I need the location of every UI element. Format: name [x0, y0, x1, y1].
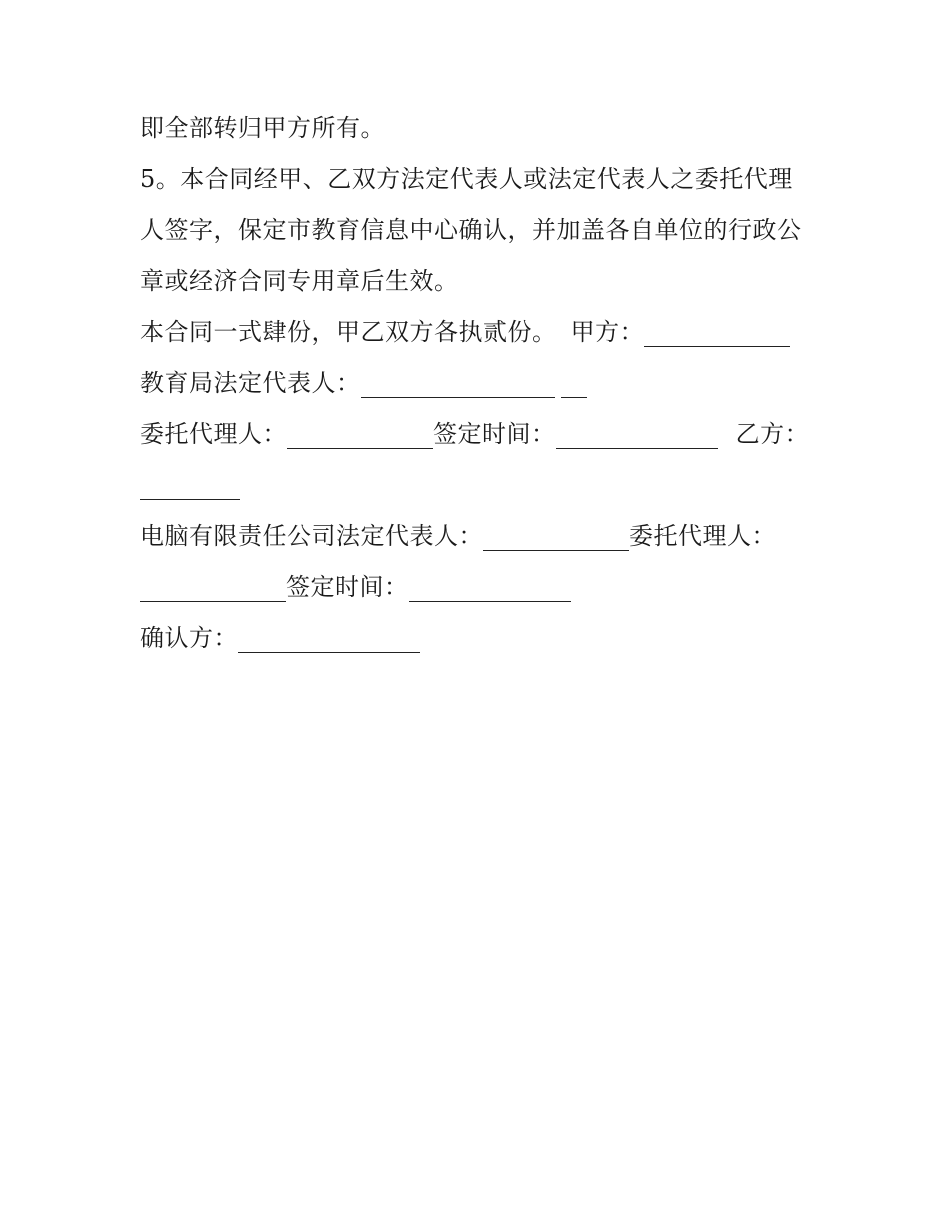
party-a-blank[interactable]: [644, 316, 790, 347]
sign-time-b-blank[interactable]: [409, 571, 571, 602]
party-b-blank[interactable]: [140, 469, 240, 500]
edu-rep-label: 教育局法定代表人：: [140, 369, 361, 397]
copies-statement: 本合同一式肆份，甲乙双方各执贰份。: [140, 318, 557, 346]
clause-5-line-3: 章或经济合同专用章后生效。: [140, 267, 459, 295]
company-rep-line: [140, 517, 820, 568]
party-b-blank-line: [140, 466, 820, 517]
sign-time-b-label: 签定时间：: [286, 573, 409, 601]
company-rep-label: 电脑有限责任公司法定代表人：: [140, 522, 483, 550]
confirm-line: [140, 619, 820, 670]
edu-rep-blank[interactable]: [361, 367, 555, 398]
paragraph-line-1: [140, 109, 820, 160]
edu-rep-line: [140, 364, 820, 415]
paragraph-line-3: [140, 211, 820, 262]
agent-b-blank[interactable]: [140, 571, 286, 602]
confirm-blank[interactable]: [238, 622, 420, 653]
confirm-label: 确认方：: [140, 624, 238, 652]
agent-a-label: 委托代理人：: [140, 420, 287, 448]
contract-text: [140, 109, 820, 670]
edu-rep-blank-extra[interactable]: [561, 367, 587, 398]
paragraph-line-2: [140, 160, 820, 211]
sign-time-a-label: 签定时间：: [433, 420, 556, 448]
agent-b-line: [140, 568, 820, 619]
copies-and-party-a-line: [140, 313, 820, 364]
clause-5-line-2: 人签字，保定市教育信息中心确认，并加盖各自单位的行政公: [140, 216, 802, 244]
party-b-label: 乙方：: [735, 420, 810, 448]
agent-b-label: 委托代理人：: [629, 522, 776, 550]
agent-a-line: [140, 415, 820, 466]
party-a-label: 甲方：: [570, 318, 645, 346]
sign-time-a-blank[interactable]: [556, 418, 718, 449]
paragraph-line-4: [140, 262, 820, 313]
ownership-clause-end: 即全部转归甲方所有。: [140, 114, 385, 142]
clause-5-line-1: 5。本合同经甲、乙双方法定代表人或法定代表人之委托代理: [140, 165, 793, 193]
agent-a-blank[interactable]: [287, 418, 433, 449]
company-rep-blank[interactable]: [483, 520, 629, 551]
